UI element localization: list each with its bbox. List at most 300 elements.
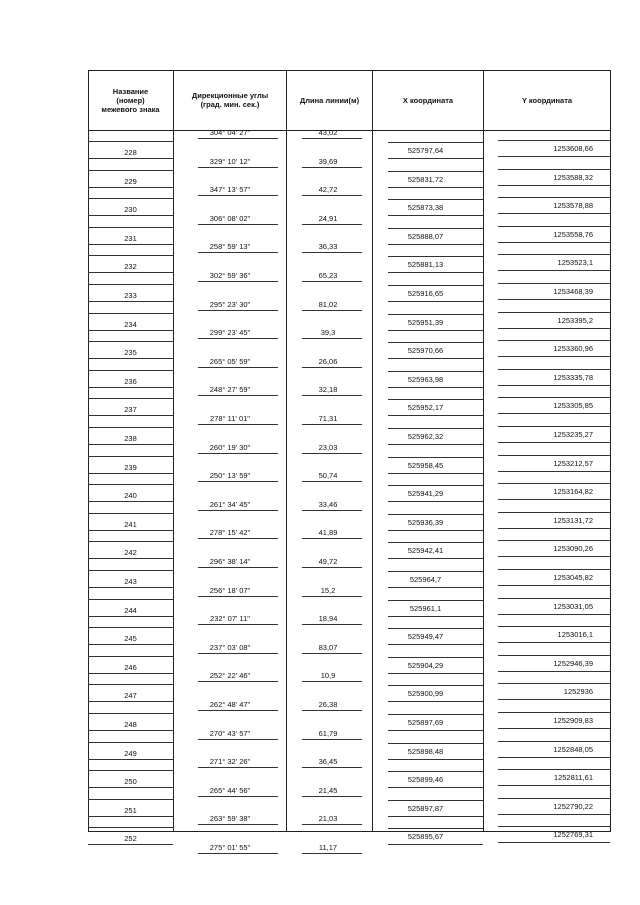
direction-angle: 270° 43' 57" [209,728,251,738]
direction-angle: 296° 38' 14" [209,557,251,566]
x-separator [388,285,483,286]
y-coordinate: 1252936 [563,687,593,697]
name-underline [88,187,173,188]
y-separator [498,455,610,456]
direction-angle: 252° 22' 46" [209,671,251,681]
direction-angle: 295° 23' 30" [209,299,251,309]
line-length: 26,38 [318,700,338,709]
x-underline [388,187,483,188]
x-coordinate: 525958,45 [407,460,444,470]
line-length: 42,72 [318,185,338,195]
line-length: 65,23 [318,271,338,280]
angle-underline [198,281,278,282]
column-divider [173,70,174,832]
x-separator [388,457,483,458]
length-underline [302,853,362,854]
x-separator [388,628,483,629]
angle-underline [198,596,278,597]
name-separator [88,799,173,800]
x-coordinate: 525898,48 [407,746,444,756]
line-length: 15,2 [320,585,336,595]
name-underline [88,272,173,273]
length-underline [302,538,362,539]
angle-underline [198,367,278,368]
length-underline [302,653,362,654]
header-y: Y координата [521,95,573,105]
point-name: 233 [124,291,137,300]
point-name: 245 [124,634,137,644]
y-underline [498,185,610,186]
angle-underline [198,395,278,396]
x-coordinate: 525904,29 [407,660,444,670]
line-length: 39,3 [320,328,336,338]
length-underline [302,424,362,425]
y-underline [498,814,610,815]
y-underline [498,156,610,157]
name-underline [88,787,173,788]
name-separator [88,770,173,771]
x-separator [388,685,483,686]
direction-angle: 265° 05' 59" [209,356,251,366]
direction-angle: 347° 13' 57" [209,185,251,195]
x-separator [388,314,483,315]
y-underline [498,328,610,329]
name-underline [88,816,173,817]
y-coordinate: 1253608,66 [553,144,593,153]
y-coordinate: 1252848,05 [553,744,593,754]
angle-underline [198,538,278,539]
x-coordinate: 525895,67 [407,832,444,842]
header-x: X координата [402,95,454,105]
line-length: 21,03 [318,814,338,824]
x-separator [388,714,483,715]
x-coordinate: 525900,99 [407,689,444,699]
line-length: 21,45 [318,785,338,795]
point-name: 238 [124,434,137,443]
direction-angle: 278° 11' 01" [210,414,250,423]
y-coordinate: 1253335,78 [553,372,593,382]
length-underline [302,224,362,225]
y-coordinate: 1253558,76 [553,229,593,239]
name-underline [88,244,173,245]
name-separator [88,742,173,743]
x-underline [388,558,483,559]
x-separator [388,399,483,400]
y-separator [498,798,610,799]
column-divider [610,70,611,832]
point-name: 236 [124,376,137,386]
name-underline [88,644,173,645]
x-separator [388,228,483,229]
x-underline [388,759,483,760]
y-coordinate: 1253305,85 [553,401,593,411]
length-underline [302,453,362,454]
name-underline [88,530,173,531]
y-underline [498,499,610,500]
point-name: 244 [124,605,137,615]
x-separator [388,485,483,486]
column-divider [483,70,484,832]
x-underline [388,301,483,302]
y-underline [498,671,610,672]
point-name: 234 [124,319,137,329]
point-name: 237 [124,405,137,415]
y-underline [498,699,610,700]
length-underline [302,167,362,168]
name-separator [88,170,173,171]
line-length: 10,9 [320,671,336,681]
length-underline [302,510,362,511]
angle-underline [198,338,278,339]
point-name: 250 [124,777,137,787]
x-coordinate: 525888,07 [407,231,444,241]
name-underline [88,844,173,845]
length-underline [302,824,362,825]
direction-angle: 262° 48' 47" [209,700,251,709]
angle-underline [198,195,278,196]
header-length: Длина линии(м) [299,95,360,105]
length-underline [302,596,362,597]
name-underline [88,473,173,474]
y-coordinate: 1253016,1 [557,630,593,640]
point-name: 249 [124,748,137,758]
name-underline [88,330,173,331]
y-underline [498,413,610,414]
point-name: 252 [124,834,137,844]
name-underline [88,358,173,359]
x-coordinate: 525963,98 [407,374,444,384]
line-length: 33,46 [318,499,338,509]
point-name: 239 [124,462,137,472]
x-underline [388,587,483,588]
angle-underline [198,167,278,168]
x-underline [388,701,483,702]
angle-underline [198,824,278,825]
point-name: 246 [124,662,137,672]
y-coordinate: 1252909,83 [553,716,593,725]
x-separator [388,743,483,744]
name-separator [88,341,173,342]
y-separator [498,426,610,427]
line-length: 83,07 [318,642,338,652]
point-name: 232 [124,262,137,272]
x-underline [388,358,483,359]
y-separator [498,312,610,313]
x-coordinate: 525949,47 [407,632,444,642]
y-separator [498,254,610,255]
name-separator [88,456,173,457]
direction-angle: 256° 18' 07" [209,585,251,595]
x-coordinate: 525961,1 [409,603,442,613]
x-separator [388,428,483,429]
y-separator [498,169,610,170]
name-underline [88,701,173,702]
y-coordinate: 1252769,31 [553,830,593,840]
header-angle: Дирекционные углы (град. мин. сек.) [191,91,269,109]
point-name: 243 [124,577,137,586]
length-underline [302,710,362,711]
name-separator [88,570,173,571]
x-underline [388,158,483,159]
y-coordinate: 1253523,1 [557,258,593,268]
x-underline [388,330,483,331]
angle-underline [198,681,278,682]
y-underline [498,270,610,271]
x-underline [388,444,483,445]
x-underline [388,730,483,731]
y-coordinate: 1252811,61 [553,773,593,783]
length-underline [302,395,362,396]
x-underline [388,415,483,416]
name-separator [88,541,173,542]
name-underline [88,158,173,159]
angle-underline [198,424,278,425]
x-separator [388,828,483,829]
x-coordinate: 525962,32 [407,432,444,441]
y-underline [498,585,610,586]
x-coordinate: 525951,39 [407,317,444,327]
y-separator [498,626,610,627]
y-coordinate: 1252946,39 [553,658,593,668]
point-name: 251 [124,805,137,815]
line-length: 26,06 [318,356,338,366]
y-separator [498,483,610,484]
x-coordinate: 525897,69 [407,718,444,727]
y-underline [498,614,610,615]
length-underline [302,281,362,282]
length-underline [302,481,362,482]
y-coordinate: 1253212,57 [553,458,593,468]
y-underline [498,528,610,529]
direction-angle: 265° 44' 56" [209,785,251,795]
angle-underline [198,653,278,654]
length-underline [302,567,362,568]
x-separator [388,514,483,515]
name-underline [88,616,173,617]
y-separator [498,397,610,398]
x-underline [388,272,483,273]
y-underline [498,299,610,300]
point-name: 235 [124,348,137,358]
x-separator [388,800,483,801]
y-separator [498,655,610,656]
name-separator [88,484,173,485]
y-underline [498,842,610,843]
name-underline [88,387,173,388]
x-coordinate: 525881,13 [407,260,444,270]
name-separator [88,827,173,828]
name-underline [88,730,173,731]
line-length: 81,02 [318,299,338,309]
line-length: 43,02 [318,128,338,137]
direction-angle: 271° 32' 26" [209,757,251,767]
y-separator [498,741,610,742]
x-separator [388,171,483,172]
name-separator [88,398,173,399]
length-underline [302,367,362,368]
angle-underline [198,310,278,311]
angle-underline [198,710,278,711]
angle-underline [198,252,278,253]
y-separator [498,340,610,341]
y-underline [498,785,610,786]
name-separator [88,141,173,142]
name-separator [88,513,173,514]
x-underline [388,673,483,674]
length-underline [302,338,362,339]
x-separator [388,342,483,343]
direction-angle: 261° 34' 45" [209,499,251,509]
y-separator [498,512,610,513]
direction-angle: 258° 59' 13" [209,242,251,252]
angle-underline [198,453,278,454]
y-underline [498,728,610,729]
name-underline [88,501,173,502]
x-separator [388,600,483,601]
line-length: 39,69 [318,156,338,166]
line-length: 11,17 [318,843,338,852]
line-length: 71,31 [318,414,338,423]
direction-angle: 278° 15' 42" [209,528,251,538]
point-name: 229 [124,176,137,186]
length-underline [302,310,362,311]
y-underline [498,642,610,643]
x-coordinate: 525964,7 [409,575,442,584]
y-coordinate: 1253031,05 [553,601,593,611]
x-underline [388,787,483,788]
point-name: 248 [124,720,137,729]
y-underline [498,356,610,357]
point-name: 241 [124,519,137,529]
length-underline [302,252,362,253]
length-underline [302,767,362,768]
name-separator [88,284,173,285]
x-underline [388,530,483,531]
y-separator [498,769,610,770]
direction-angle: 302° 59' 36" [209,271,251,280]
angle-underline [198,138,278,139]
y-underline [498,556,610,557]
x-underline [388,387,483,388]
y-separator [498,369,610,370]
y-underline [498,385,610,386]
x-separator [388,771,483,772]
length-underline [302,739,362,740]
name-underline [88,444,173,445]
length-underline [302,138,362,139]
x-coordinate: 525936,39 [407,517,444,527]
x-separator [388,199,483,200]
name-separator [88,684,173,685]
y-separator [498,283,610,284]
name-separator [88,627,173,628]
point-name: 231 [124,233,137,243]
y-separator [498,712,610,713]
name-separator [88,198,173,199]
header-name: Название (номер) межевого знака [101,86,160,114]
angle-underline [198,853,278,854]
x-underline [388,844,483,845]
direction-angle: 263° 59' 38" [209,814,251,824]
line-length: 23,03 [318,442,338,452]
name-separator [88,370,173,371]
x-separator [388,256,483,257]
y-separator [498,569,610,570]
x-coordinate: 525831,72 [407,174,444,184]
line-length: 50,74 [318,471,338,481]
y-coordinate: 1252790,22 [553,801,593,811]
y-underline [498,471,610,472]
y-separator [498,683,610,684]
name-underline [88,215,173,216]
x-separator [388,571,483,572]
direction-angle: 275° 01' 55" [209,843,251,852]
x-separator [388,371,483,372]
direction-angle: 237° 03' 08" [209,642,251,652]
y-underline [498,242,610,243]
angle-underline [198,796,278,797]
direction-angle: 260° 19' 30" [209,442,251,452]
length-underline [302,681,362,682]
column-divider [372,70,373,832]
direction-angle: 306° 08' 02" [209,213,251,223]
name-underline [88,415,173,416]
x-coordinate: 525916,65 [407,289,444,298]
line-length: 61,79 [318,728,338,738]
line-length: 18,94 [318,614,338,624]
name-separator [88,313,173,314]
name-underline [88,587,173,588]
line-length: 36,33 [318,242,338,252]
y-underline [498,213,610,214]
point-name: 230 [124,205,137,215]
x-coordinate: 525970,66 [407,346,444,356]
direction-angle: 248° 27' 59" [209,385,251,395]
angle-underline [198,510,278,511]
line-length: 36,45 [318,757,338,767]
y-coordinate: 1253395,2 [557,315,593,325]
name-separator [88,427,173,428]
name-separator [88,713,173,714]
y-underline [498,757,610,758]
length-underline [302,624,362,625]
x-underline [388,244,483,245]
x-underline [388,616,483,617]
point-name: 247 [124,691,137,701]
angle-underline [198,624,278,625]
x-separator [388,657,483,658]
direction-angle: 299° 23' 45" [209,328,251,338]
y-coordinate: 1253578,88 [553,201,593,211]
direction-angle: 250° 13' 59" [209,471,251,481]
x-coordinate: 525897,87 [407,803,444,813]
name-separator [88,255,173,256]
x-coordinate: 525941,29 [407,489,444,499]
y-separator [498,140,610,141]
name-separator [88,656,173,657]
angle-underline [198,481,278,482]
name-separator [88,599,173,600]
x-underline [388,644,483,645]
x-coordinate: 525942,41 [407,546,444,556]
name-separator [88,227,173,228]
y-underline [498,442,610,443]
x-underline [388,816,483,817]
x-underline [388,473,483,474]
angle-underline [198,224,278,225]
y-coordinate: 1253235,27 [553,430,593,439]
y-separator [498,226,610,227]
